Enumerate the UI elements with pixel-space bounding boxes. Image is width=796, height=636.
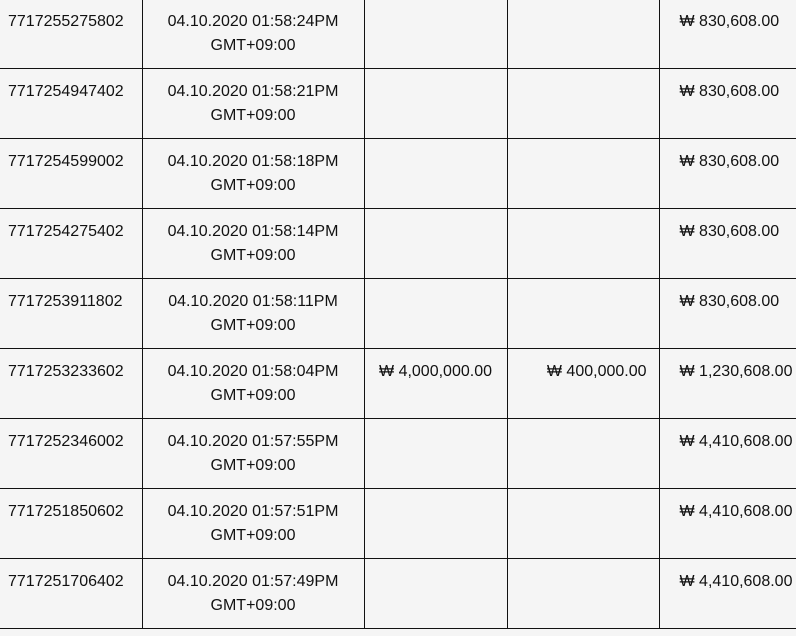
balance-amount: ₩ 830,608.00 xyxy=(679,13,780,30)
timestamp-timezone: GMT+09:00 xyxy=(210,247,296,264)
timestamp-date: 04.10.2020 01:58:21PM xyxy=(167,83,339,100)
timestamp-cell xyxy=(142,0,364,69)
withdrawal-cell xyxy=(507,489,659,559)
timestamp-date: 04.10.2020 01:57:51PM xyxy=(167,503,339,520)
table-row xyxy=(0,0,796,69)
balance-cell xyxy=(659,209,796,279)
transaction-id: 7717253233602 xyxy=(8,363,124,380)
withdrawal-cell xyxy=(507,69,659,139)
withdrawal-amount: ₩ 400,000.00 xyxy=(546,363,647,380)
timestamp-cell xyxy=(142,489,364,559)
deposit-amount: ₩ 4,000,000.00 xyxy=(379,363,492,380)
timestamp-cell xyxy=(142,69,364,139)
balance-amount: ₩ 830,608.00 xyxy=(679,293,780,310)
table-row xyxy=(0,349,796,419)
deposit-cell xyxy=(364,559,507,629)
transaction-id: 7717255275802 xyxy=(8,13,124,30)
transaction-id-cell xyxy=(0,209,142,279)
withdrawal-cell xyxy=(507,559,659,629)
transaction-id: 7717251706402 xyxy=(8,573,124,590)
balance-amount: ₩ 4,410,608.00 xyxy=(679,573,793,590)
transaction-id: 7717254947402 xyxy=(8,83,124,100)
timestamp-cell xyxy=(142,209,364,279)
transaction-id: 7717253911802 xyxy=(8,293,123,310)
withdrawal-cell xyxy=(507,0,659,69)
transaction-id-cell xyxy=(0,489,142,559)
transaction-id-cell xyxy=(0,349,142,419)
timestamp-timezone: GMT+09:00 xyxy=(210,177,296,194)
timestamp-cell xyxy=(142,279,364,349)
transaction-id-cell xyxy=(0,419,142,489)
balance-cell xyxy=(659,279,796,349)
transaction-id: 7717254275402 xyxy=(8,223,124,240)
timestamp-cell xyxy=(142,559,364,629)
balance-cell xyxy=(659,419,796,489)
withdrawal-cell xyxy=(507,419,659,489)
timestamp-cell xyxy=(142,349,364,419)
deposit-cell xyxy=(364,0,507,69)
timestamp-timezone: GMT+09:00 xyxy=(210,527,296,544)
balance-cell xyxy=(659,489,796,559)
timestamp-date: 04.10.2020 01:58:11PM xyxy=(168,293,338,310)
timestamp-timezone: GMT+09:00 xyxy=(210,457,296,474)
transaction-id: 7717252346002 xyxy=(8,433,124,450)
timestamp-timezone: GMT+09:00 xyxy=(210,107,296,124)
table-row xyxy=(0,279,796,349)
balance-amount: ₩ 4,410,608.00 xyxy=(679,433,793,450)
withdrawal-cell xyxy=(507,349,659,419)
transaction-id: 7717254599002 xyxy=(8,153,124,170)
table-row xyxy=(0,559,796,629)
timestamp-date: 04.10.2020 01:57:49PM xyxy=(167,573,339,590)
timestamp-timezone: GMT+09:00 xyxy=(210,37,296,54)
transaction-id-cell xyxy=(0,279,142,349)
balance-cell xyxy=(659,559,796,629)
table-row xyxy=(0,69,796,139)
transaction-id-cell xyxy=(0,69,142,139)
deposit-cell xyxy=(364,69,507,139)
balance-amount: ₩ 830,608.00 xyxy=(679,153,780,170)
timestamp-timezone: GMT+09:00 xyxy=(210,317,296,334)
deposit-cell xyxy=(364,279,507,349)
withdrawal-cell xyxy=(507,139,659,209)
withdrawal-cell xyxy=(507,209,659,279)
balance-amount: ₩ 1,230,608.00 xyxy=(679,363,793,380)
timestamp-date: 04.10.2020 01:58:14PM xyxy=(167,223,339,240)
timestamp-timezone: GMT+09:00 xyxy=(210,597,296,614)
table-row xyxy=(0,139,796,209)
table-row xyxy=(0,419,796,489)
transaction-id: 7717251850602 xyxy=(8,503,124,520)
balance-cell xyxy=(659,69,796,139)
deposit-cell xyxy=(364,419,507,489)
deposit-cell xyxy=(364,139,507,209)
timestamp-date: 04.10.2020 01:58:24PM xyxy=(167,13,339,30)
balance-amount: ₩ 830,608.00 xyxy=(679,83,780,100)
transaction-id-cell xyxy=(0,0,142,69)
balance-cell xyxy=(659,0,796,69)
transaction-id-cell xyxy=(0,559,142,629)
table-row xyxy=(0,209,796,279)
transaction-id-cell xyxy=(0,139,142,209)
timestamp-date: 04.10.2020 01:58:18PM xyxy=(167,153,339,170)
deposit-cell xyxy=(364,349,507,419)
timestamp-date: 04.10.2020 01:58:04PM xyxy=(167,363,339,380)
balance-amount: ₩ 830,608.00 xyxy=(679,223,780,240)
timestamp-cell xyxy=(142,419,364,489)
table-row xyxy=(0,489,796,559)
deposit-cell xyxy=(364,209,507,279)
timestamp-cell xyxy=(142,139,364,209)
timestamp-timezone: GMT+09:00 xyxy=(210,387,296,404)
timestamp-date: 04.10.2020 01:57:55PM xyxy=(167,433,339,450)
balance-amount: ₩ 4,410,608.00 xyxy=(679,503,793,520)
withdrawal-cell xyxy=(507,279,659,349)
balance-cell xyxy=(659,349,796,419)
deposit-cell xyxy=(364,489,507,559)
balance-cell xyxy=(659,139,796,209)
